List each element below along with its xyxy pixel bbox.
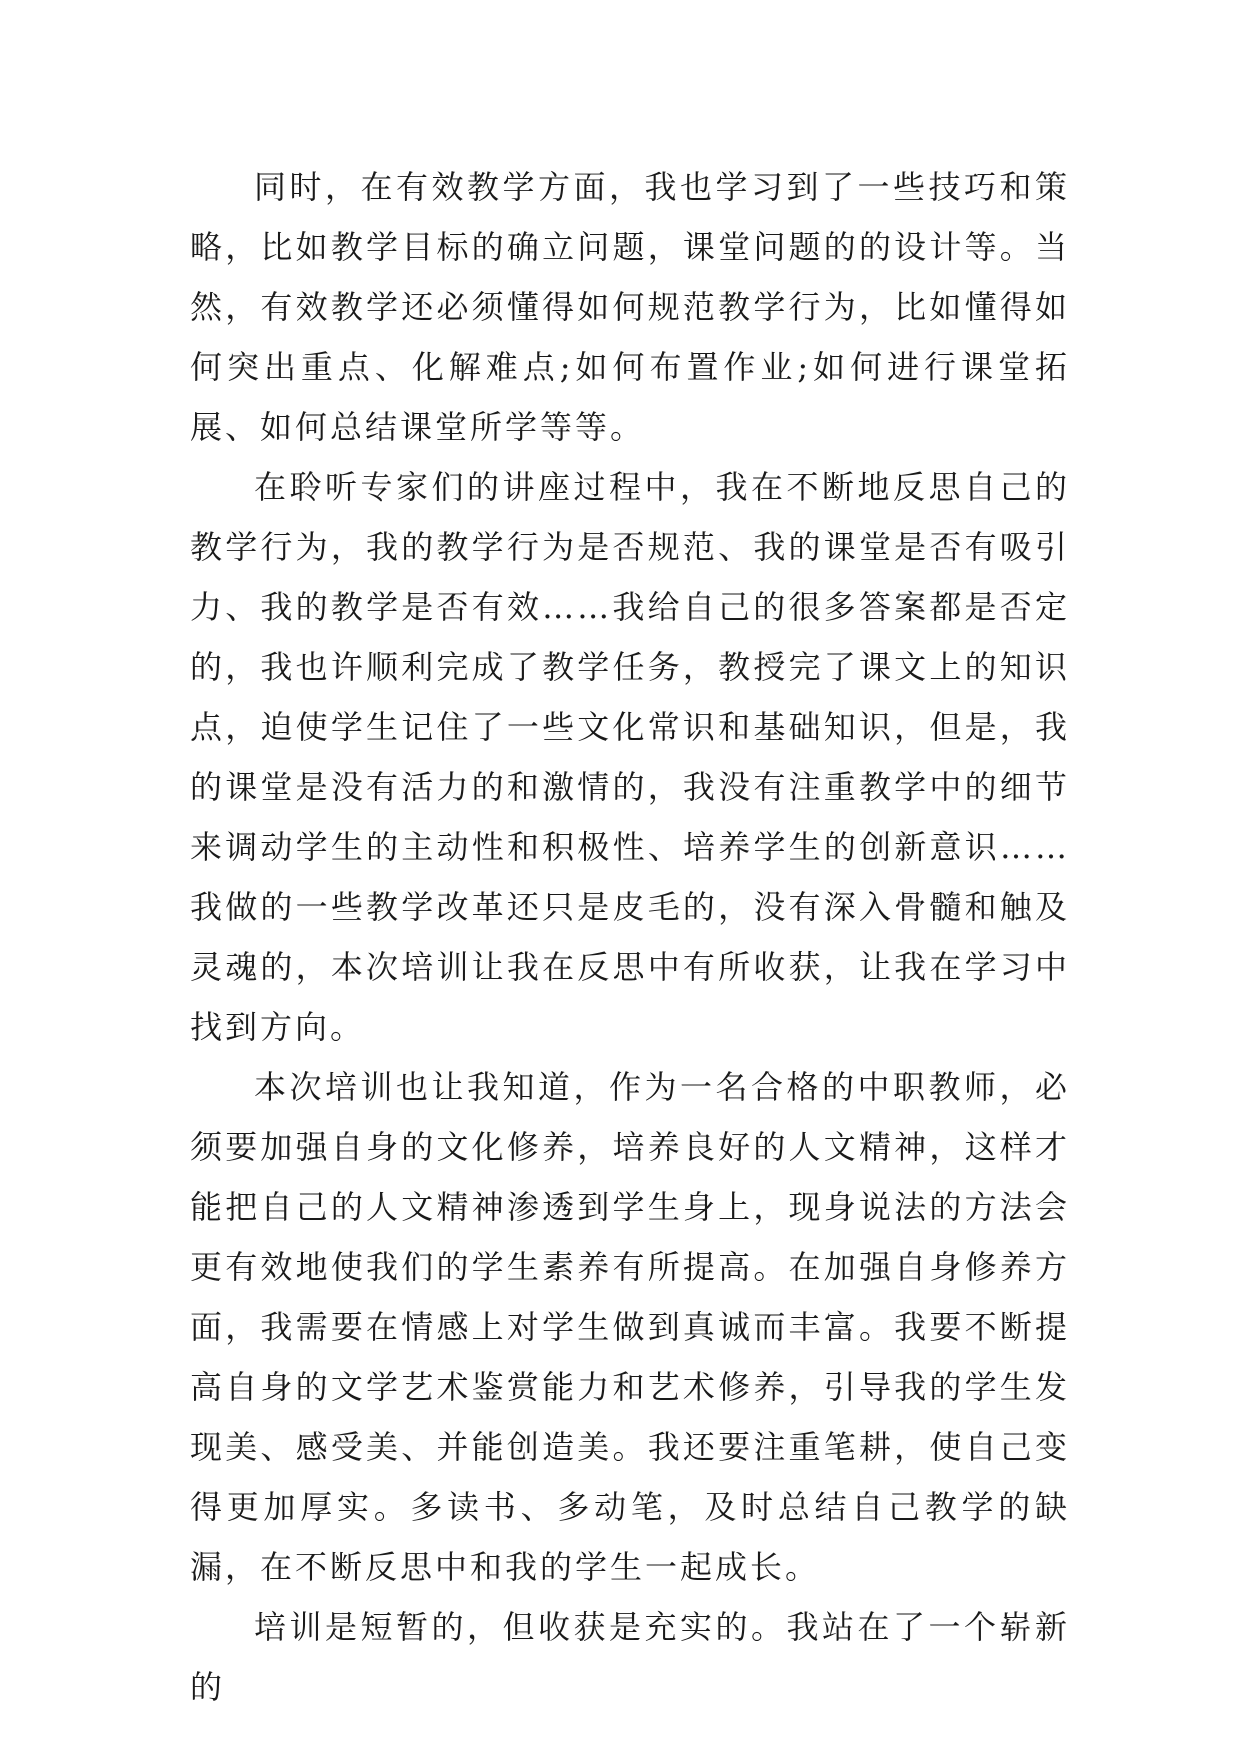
paragraph-effective-teaching: 同时，在有效教学方面，我也学习到了一些技巧和策略，比如教学目标的确立问题，课堂问题的的设计等。当然，有效教学还必须懂得如何规范教学行为，比如懂得如何突出重点、化解难点;如何布置作业;如何进行课堂拓展、如何总结课堂所学等等。 — [190, 168, 1070, 446]
paragraph-conclusion: 培训是短暂的，但收获是充实的。我站在了一个崭新的 — [190, 1608, 1070, 1706]
body-text — [190, 157, 1070, 1717]
paragraph-self-cultivation: 本次培训也让我知道，作为一名合格的中职教师，必须要加强自身的文化修养，培养良好的人文精神，这样才能把自己的人文精神渗透到学生身上，现身说法的方法会更有效地使我们的学生素养有所提高。在加强自身修养方面，我需要在情感上对学生做到真诚而丰富。我要不断提高自身的文学艺术鉴赏能力和艺术修养，引导我的学生发现美、感受美、并能创造美。我还要注重笔耕，使自己变得更加厚实。多读书、多动笔，及时总结自己教学的缺漏，在不断反思中和我的学生一起成长。 — [190, 1068, 1070, 1586]
paragraph-reflection: 在聆听专家们的讲座过程中，我在不断地反思自己的教学行为，我的教学行为是否规范、我的课堂是否有吸引力、我的教学是否有效……我给自己的很多答案都是否定的，我也许顺利完成了教学任务，教授完了课文上的知识点，迫使学生记住了一些文化常识和基础知识，但是，我的课堂是没有活力的和激情的，我没有注重教学中的细节来调动学生的主动性和积极性、培养学生的创新意识……我做的一些教学改革还只是皮毛的，没有深入骨髓和触及灵魂的，本次培训让我在反思中有所收获，让我在学习中找到方向。 — [190, 468, 1070, 1046]
